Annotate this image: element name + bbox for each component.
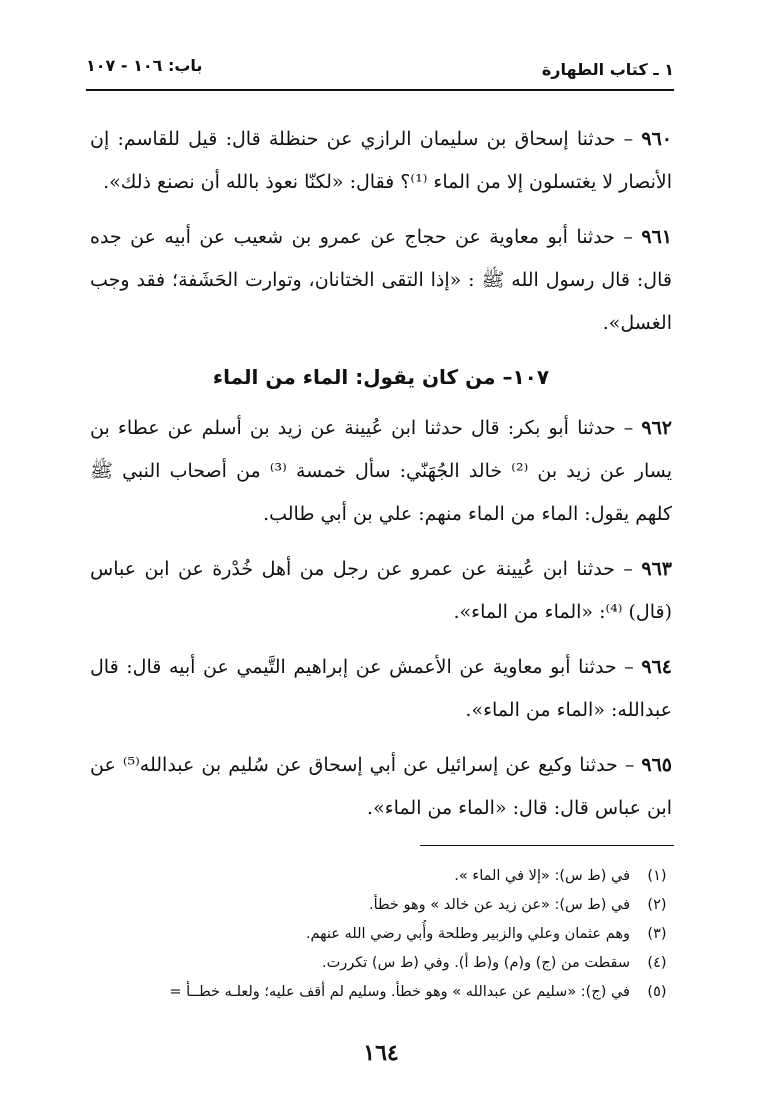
footnote [90,920,672,949]
hadith-paragraph [90,548,672,634]
chapter-title: ١ ـ كتاب الطهارة [541,60,674,79]
hadith-text: – حدثنا إسحاق بن سليمان الرازي عن حنظلة قال: قيل للقاسم: إن الأنصار لا يغتسلون إلا من الماء ⁽¹⁾؟ فقال: «لكنّا نعوذ بالله أن نصنع ذلك». [90,128,672,193]
hadith-paragraph [90,216,672,345]
footnote-text: سقطت من (ج) و(م) و(ط أ). وفي (ط س) تكررت. [322,955,630,971]
page-header [86,50,674,90]
hadith-text: – حدثنا أبو بكر: قال حدثنا ابن عُيينة عن زيد بن أسلم عن عطاء بن يسار عن زيد بن ⁽²⁾ خالد الجُهَنّي: سأل خمسة ⁽³⁾ من أصحاب النبي ﷺ كلهم يقول: الماء من الماء منهم: علي بن أبي طالب. [90,417,672,525]
footnote-divider [420,845,674,846]
main-text [90,118,672,842]
footnote [90,949,672,978]
hadith-paragraph [90,646,672,732]
footnote [90,862,672,891]
footnote [90,891,672,920]
hadith-number: ٩٦١ [641,226,672,248]
hadith-paragraph [90,118,672,204]
section-heading: ١٠٧– من كان يقول: الماء من الماء [212,365,550,389]
page-number: ١٦٤ [363,1040,399,1066]
header-divider [86,89,674,91]
hadith-text: – حدثنا وكيع عن إسرائيل عن أبي إسحاق عن سُليم بن عبدالله⁽⁵⁾ عن ابن عباس قال: قال: «الماء من الماء». [90,754,672,819]
footnotes [90,862,672,1007]
hadith-text: – حدثنا ابن عُيينة عن عمرو عن رجل من أهل خُدْرة عن ابن عباس (قال) ⁽⁴⁾: «الماء من الماء». [90,558,672,623]
footnote-mark: (٥) [647,984,667,1000]
footnote [90,978,672,1007]
footnote-text: في (ط س): «عن زيد عن خالد » وهو خطأ. [368,897,630,913]
footnote-mark: (٢) [647,897,667,913]
hadith-text: – حدثنا أبو معاوية عن الأعمش عن إبراهيم التَّيمي عن أبيه قال: قال عبدالله: «الماء من الماء». [90,656,672,721]
hadith-number: ٩٦٠ [641,128,672,150]
hadith-number: ٩٦٢ [641,417,672,439]
hadith-text: – حدثنا أبو معاوية عن حجاج عن عمرو بن شعيب عن أبيه عن جده قال: قال رسول الله ﷺ : «إذا التقى الختانان، وتوارت الحَشَفة؛ فقد وجب الغسل». [90,226,672,334]
hadith-paragraph [90,407,672,536]
footnote-mark: (٣) [647,926,667,942]
section-range: باب: ١٠٦ - ١٠٧ [86,56,203,75]
hadith-paragraph [90,744,672,830]
footnote-text: في (ط س): «إلا في الماء ». [454,868,630,884]
hadith-number: ٩٦٤ [641,656,672,678]
hadith-number: ٩٦٣ [641,558,672,580]
footnote-mark: (١) [647,868,667,884]
footnote-text: وهم عثمان وعلي والزبير وطلحة وأُبي رضي الله عنهم. [305,926,630,942]
footnote-text: في (ج): «سليم عن عبدالله » وهو خطأ. وسليم لم أقف عليه؛ ولعلـه خطــأ = [169,984,630,1000]
hadith-number: ٩٦٥ [641,754,672,776]
footnote-mark: (٤) [647,955,667,971]
